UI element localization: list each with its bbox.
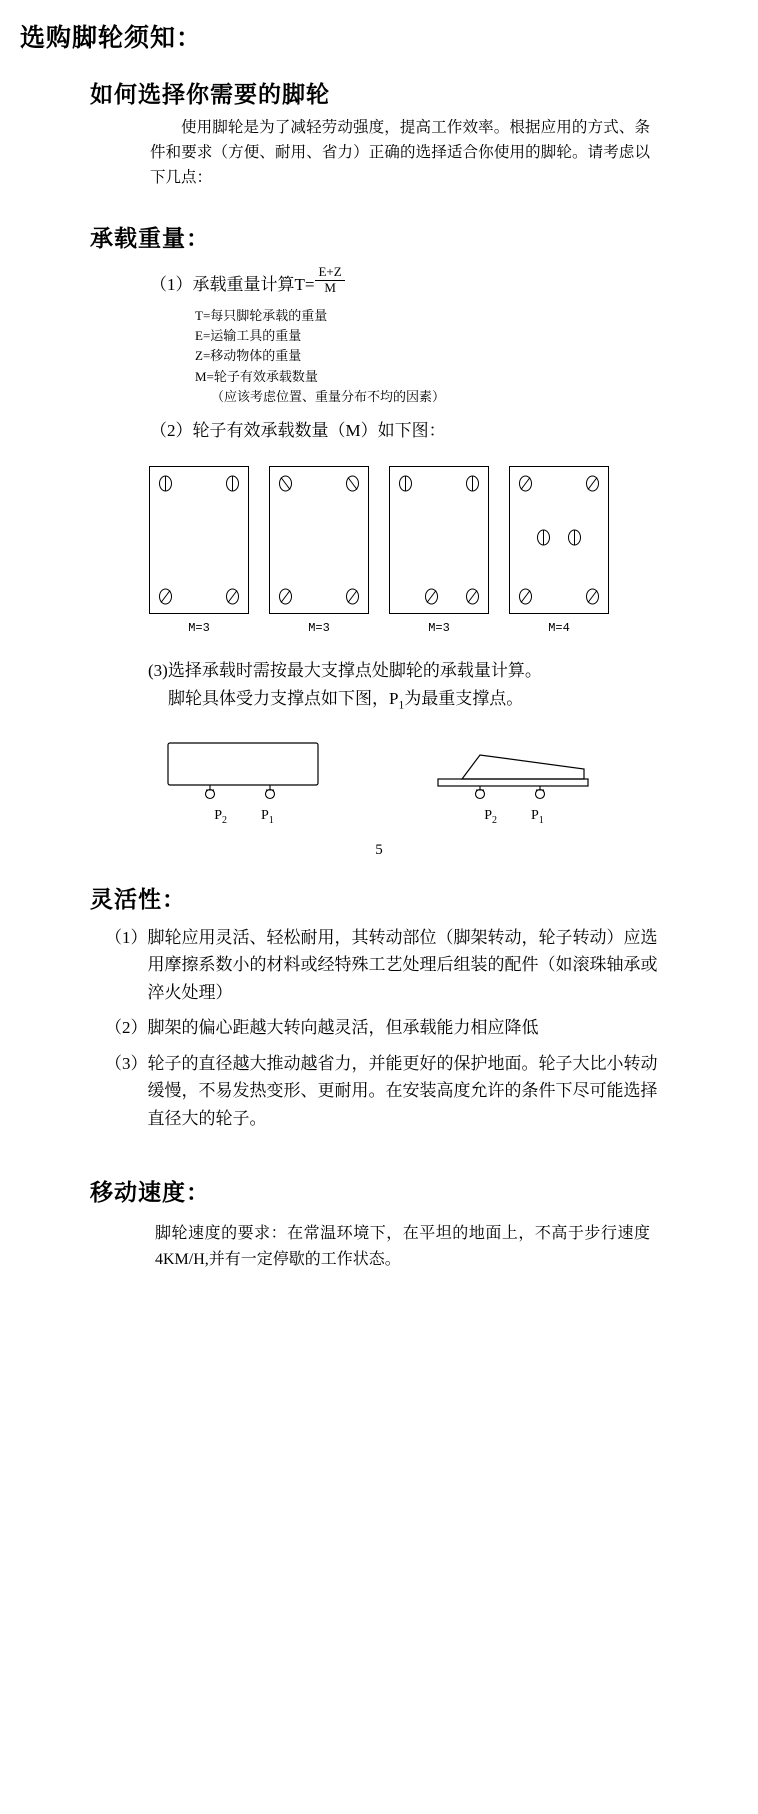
caster-icon	[225, 475, 240, 492]
load-item-2	[150, 417, 660, 444]
platform-outline	[149, 466, 249, 614]
definition-e: E=运输工具的重量	[195, 328, 302, 344]
support-figure-flat-drawing	[154, 739, 334, 801]
caster-icon	[158, 588, 173, 605]
load-item-3-line2	[168, 685, 660, 715]
speed-paragraph: 脚轮速度的要求：在常温环境下，在平坦的地面上，不高于步行速度4KM/H,并有一定停歇的工作状态。	[155, 1225, 650, 1269]
load-item-3-line2-sub: 1	[398, 698, 405, 712]
heading-how-to-choose: 如何选择你需要的脚轮	[90, 82, 330, 107]
support-label-p2-sub: 2	[492, 814, 497, 826]
wheel-figure-4	[509, 466, 609, 635]
support-point-figures	[20, 739, 738, 826]
platform-outline	[269, 466, 369, 614]
wheel-figure-1-caption: M=3	[188, 621, 210, 636]
caster-icon	[585, 475, 600, 492]
wheel-figure-3-caption: M=3	[428, 621, 450, 636]
support-label-p1	[531, 808, 544, 826]
load-item-2-marker: （2）	[150, 420, 193, 440]
load-item-1-text: 承载重量计算T=	[192, 275, 315, 295]
wheel-count-figures	[20, 466, 738, 635]
support-label-p2-sub: 2	[222, 814, 227, 826]
support-figure-flat	[154, 739, 334, 826]
flexibility-list	[20, 924, 738, 1133]
caster-icon	[424, 588, 439, 605]
load-item-1-marker: （1）	[150, 275, 193, 295]
support-figure-wedge	[424, 739, 604, 826]
formula-definitions	[195, 306, 738, 407]
caster-icon	[585, 588, 600, 605]
caster-icon	[567, 529, 582, 546]
caster-icon	[278, 475, 293, 492]
formula-denominator: M	[324, 280, 336, 296]
support-label-p1-sub: 1	[538, 814, 544, 826]
flexibility-item-1	[105, 924, 660, 1007]
load-item-3-line2-a: 脚轮具体受力支撑点如下图，P	[168, 688, 399, 708]
load-item-3	[148, 657, 660, 715]
definition-note: （应该考虑位置、重量分布不均的因素）	[211, 388, 446, 404]
caster-icon	[465, 475, 480, 492]
platform-outline	[509, 466, 609, 614]
support-label-p2	[214, 808, 227, 826]
load-item-3-line1: (3)选择承载时需按最大支撑点处脚轮的承载量计算。	[148, 661, 542, 681]
support-label-p1-text: P	[531, 807, 539, 823]
flexibility-item-1-marker: （1）	[105, 927, 148, 947]
wheel-figure-4-caption: M=4	[548, 621, 570, 636]
caster-icon	[158, 475, 173, 492]
wheel-figure-1	[149, 466, 249, 635]
heading-moving-speed: 移动速度：	[90, 1180, 210, 1206]
flexibility-item-2-text: 脚架的偏心距越大转向越灵活，但承载能力相应降低	[147, 1018, 539, 1038]
support-figure-wedge-labels	[424, 808, 604, 826]
support-figure-wedge-drawing	[424, 739, 604, 801]
support-figure-flat-labels	[154, 808, 334, 826]
flexibility-item-3	[105, 1050, 660, 1133]
flexibility-item-3-text: 轮子的直径越大推动越省力，并能更好的保护地面。轮子大比小转动缓慢，不易发热变形、更耐用。在安装高度允许的条件下尽可能选择直径大的轮子。	[147, 1053, 658, 1128]
caster-icon	[518, 475, 533, 492]
caster-icon	[278, 588, 293, 605]
caster-icon	[225, 588, 240, 605]
caster-icon	[345, 475, 360, 492]
caster-icon	[536, 529, 551, 546]
intro-paragraph: 使用脚轮是为了减轻劳动强度，提高工作效率。根据应用的方式、条件和要求（方便、耐用、省力）正确的选择适合你使用的脚轮。请考虑以下几点：	[150, 119, 650, 187]
flexibility-item-2-marker: （2）	[105, 1018, 148, 1038]
caster-icon	[518, 588, 533, 605]
flexibility-item-1-text: 脚轮应用灵活、轻松耐用，其转动部位（脚架转动，轮子转动）应选用摩擦系数小的材料或经特殊工艺处理后组装的配件（如滚珠轴承或淬火处理）	[147, 927, 658, 1002]
support-label-p1	[261, 808, 274, 826]
wheel-figure-2-caption: M=3	[308, 621, 330, 636]
load-item-1	[150, 264, 738, 298]
definition-z: Z=移动物体的重量	[195, 348, 302, 364]
flexibility-item-2	[105, 1014, 660, 1042]
support-label-p2	[484, 808, 497, 826]
page-title: 选购脚轮须知：	[20, 25, 203, 52]
caster-icon	[398, 475, 413, 492]
load-item-2-text: 轮子有效承载数量（M）如下图：	[192, 420, 446, 440]
load-item-3-line2-b: 为最重支撑点。	[404, 688, 524, 708]
support-label-p1-text: P	[261, 807, 269, 823]
wheel-figure-3	[389, 466, 489, 635]
definition-t: T=每只脚轮承载的重量	[195, 308, 328, 324]
definition-m: M=轮子有效承载数量	[195, 368, 318, 384]
page-number: 5	[375, 841, 383, 858]
platform-outline	[389, 466, 489, 614]
load-formula-fraction	[315, 265, 344, 296]
support-label-p2-text: P	[484, 807, 492, 823]
caster-icon	[345, 588, 360, 605]
support-label-p1-sub: 1	[268, 814, 274, 826]
caster-icon	[465, 588, 480, 605]
support-label-p2-text: P	[214, 807, 222, 823]
heading-load-weight: 承载重量：	[90, 226, 210, 252]
formula-numerator: E+Z	[315, 265, 344, 281]
heading-flexibility: 灵活性：	[90, 886, 186, 912]
flexibility-item-3-marker: （3）	[105, 1053, 148, 1073]
wheel-figure-2	[269, 466, 369, 635]
